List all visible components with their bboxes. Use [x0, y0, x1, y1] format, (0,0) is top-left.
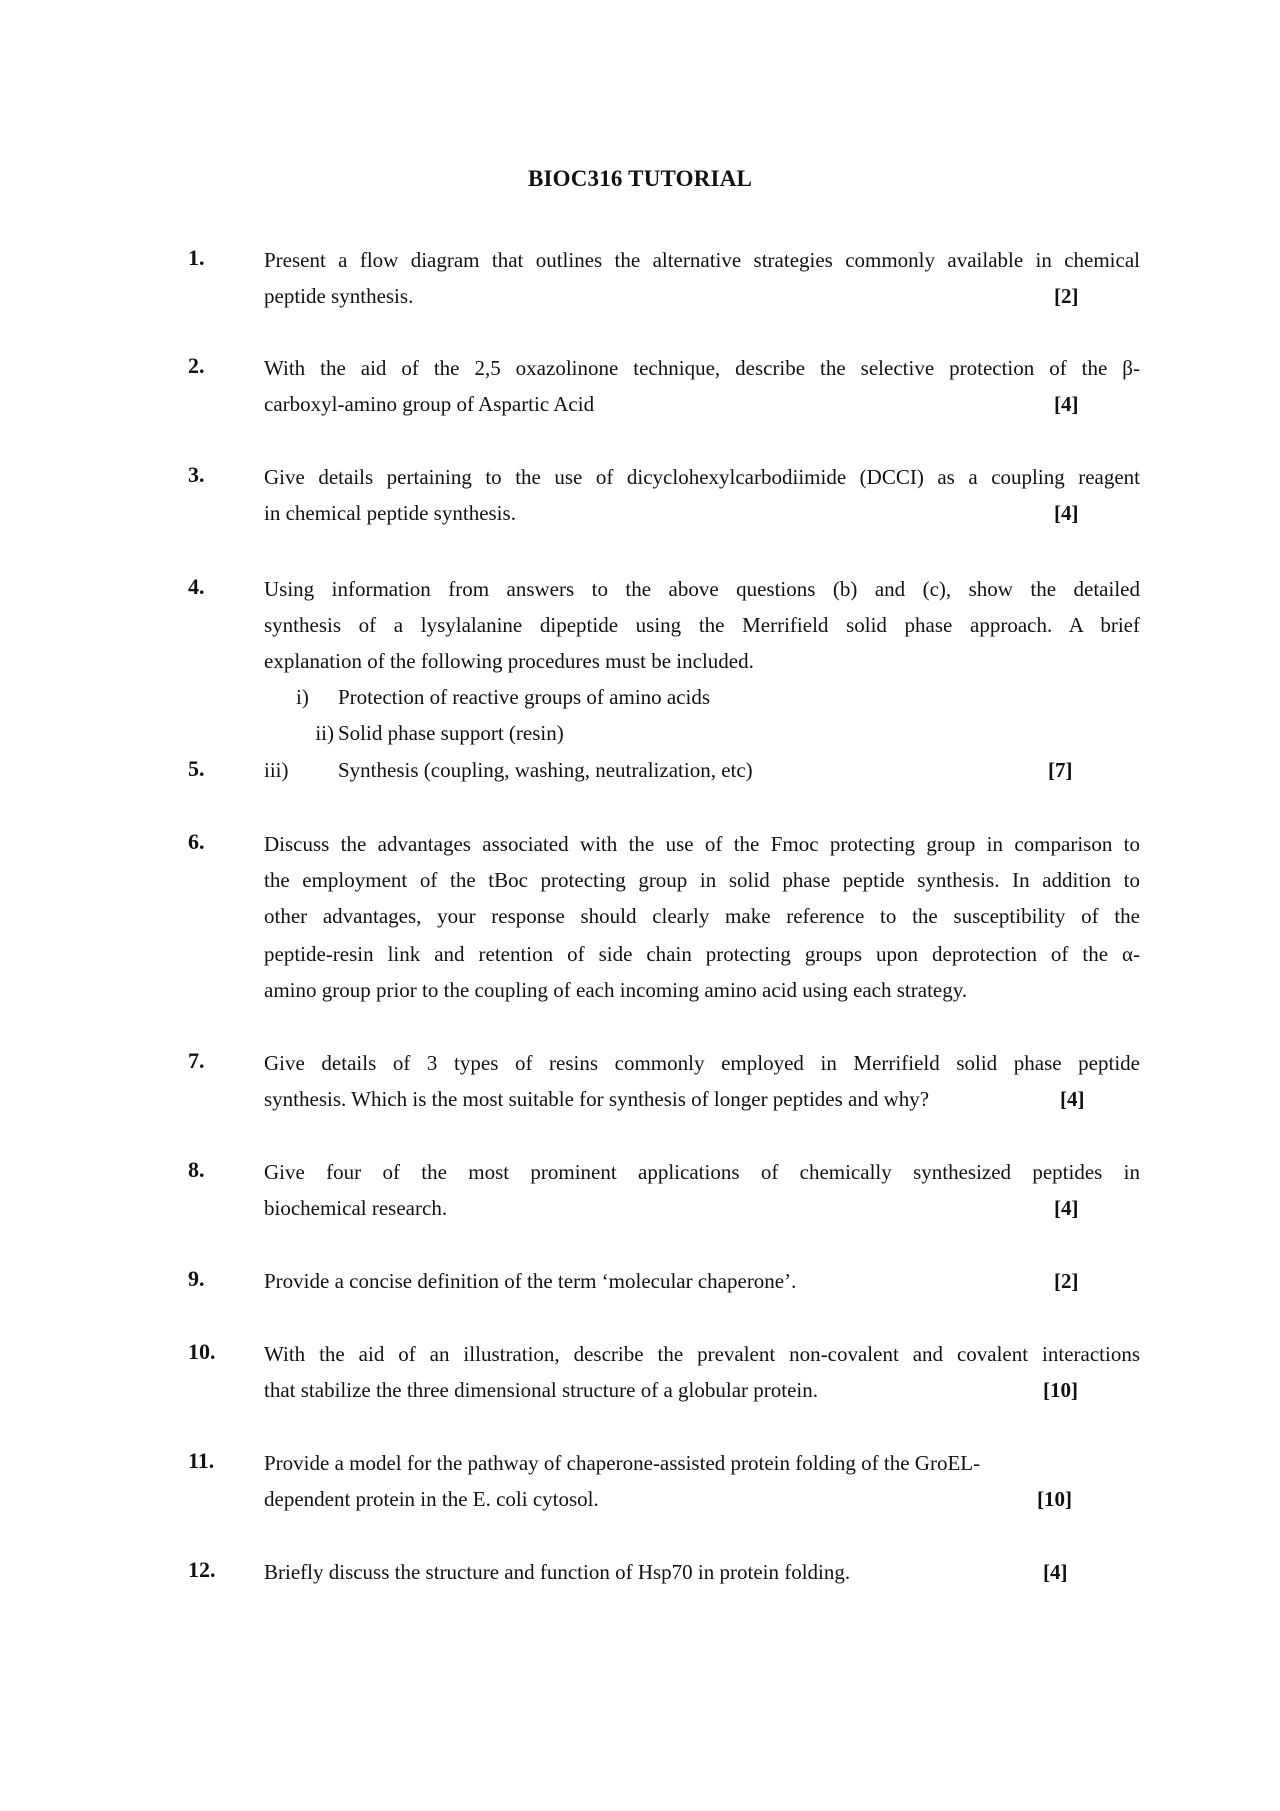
question-text-line: Briefly discuss the structure and function of Hsp70 in protein folding. — [264, 1560, 851, 1584]
question-text-line: Give details of 3 types of resins commonly employed in Merrifield solid phase peptide — [264, 1051, 1140, 1075]
question-number: 4. — [188, 574, 205, 599]
question-text-line: synthesis. Which is the most suitable for synthesis of longer peptides and why? — [264, 1087, 930, 1111]
question-text-line: Give details pertaining to the use of dicyclohexylcarbodiimide (DCCI) as a coupling reagent — [264, 465, 1140, 489]
question-text-line: With the aid of the 2,5 oxazolinone technique, describe the selective protection of the β- — [264, 356, 1140, 380]
question-number: 6. — [188, 829, 205, 854]
question-text-line: in chemical peptide synthesis. — [264, 501, 516, 525]
sub-item-label: i) — [296, 685, 309, 709]
question-text-line: that stabilize the three dimensional structure of a globular protein. — [264, 1378, 818, 1402]
question-text-line: explanation of the following procedures must be included. — [264, 649, 754, 673]
question-text-line: With the aid of an illustration, describe the prevalent non-covalent and covalent interactions — [264, 1342, 1140, 1366]
question-number: 11. — [188, 1448, 215, 1473]
question-text-line: Provide a model for the pathway of chaperone-assisted protein folding of the GroEL- — [264, 1451, 981, 1475]
sub-item-label: iii) — [264, 758, 289, 782]
question-text-line: synthesis of a lysylalanine dipeptide using the Merrifield solid phase approach. A brief — [264, 613, 1140, 637]
marks: [4] — [1054, 501, 1079, 525]
question-number: 2. — [188, 353, 205, 378]
sub-item-label: ii) — [315, 721, 334, 745]
marks: [4] — [1054, 1196, 1079, 1220]
question-text-line: Discuss the advantages associated with the use of the Fmoc protecting group in comparison to — [264, 832, 1140, 856]
question-text-line: Provide a concise definition of the term ‘molecular chaperone’. — [264, 1269, 797, 1293]
question-text-line: Using information from answers to the above questions (b) and (c), show the detailed — [264, 577, 1140, 601]
question-text-line: peptide-resin link and retention of side chain protecting groups upon deprotection of the α- — [264, 942, 1140, 966]
marks: [10] — [1043, 1378, 1078, 1402]
marks: [4] — [1054, 392, 1079, 416]
marks: [7] — [1048, 758, 1073, 782]
question-text-line: other advantages, your response should clearly make reference to the susceptibility of the — [264, 904, 1140, 928]
sub-item-text: Solid phase support (resin) — [338, 721, 564, 745]
question-text-line: peptide synthesis. — [264, 284, 414, 308]
sub-item-text: Protection of reactive groups of amino acids — [338, 685, 711, 709]
question-text-line: Present a flow diagram that outlines the alternative strategies commonly available in chemical — [264, 248, 1140, 272]
question-number: 10. — [188, 1339, 216, 1364]
question-number: 3. — [188, 462, 205, 487]
question-text-line: amino group prior to the coupling of each incoming amino acid using each strategy. — [264, 978, 968, 1002]
question-text-line: the employment of the tBoc protecting group in solid phase peptide synthesis. In addition to — [264, 868, 1140, 892]
page-title: BIOC316 TUTORIAL — [527, 166, 753, 191]
marks: [2] — [1054, 1269, 1079, 1293]
sub-item-text: Synthesis (coupling, washing, neutralization, etc) — [338, 758, 753, 782]
question-text-line: biochemical research. — [264, 1196, 448, 1220]
question-number: 8. — [188, 1157, 205, 1182]
question-number: 5. — [188, 756, 205, 781]
question-number: 7. — [188, 1048, 205, 1073]
question-text-line: dependent protein in the E. coli cytosol. — [264, 1487, 599, 1511]
marks: [4] — [1043, 1560, 1068, 1584]
marks: [2] — [1054, 284, 1079, 308]
question-number: 9. — [188, 1266, 205, 1291]
marks: [4] — [1060, 1087, 1085, 1111]
question-number: 12. — [188, 1557, 216, 1582]
question-text-line: carboxyl-amino group of Aspartic Acid — [264, 392, 595, 416]
question-number: 1. — [188, 245, 205, 270]
marks: [10] — [1037, 1487, 1072, 1511]
question-text-line: Give four of the most prominent applications of chemically synthesized peptides in — [264, 1160, 1140, 1184]
